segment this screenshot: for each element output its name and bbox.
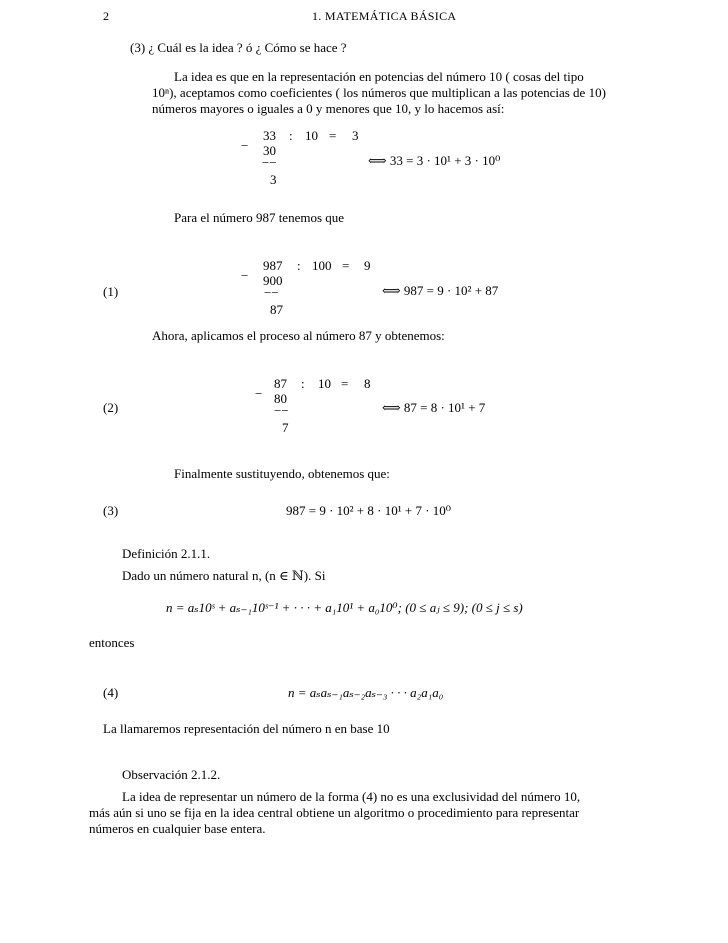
subtrahend: 900	[263, 273, 283, 288]
remainder: 7	[282, 420, 289, 435]
minus-sign: −	[241, 138, 249, 153]
division-result: ⟺ 987 = 9 · 10² + 87	[382, 283, 499, 298]
equation-number: (1)	[103, 284, 119, 299]
equation-number: (4)	[103, 685, 119, 700]
entonces-text: entonces	[89, 635, 135, 650]
divisor: 10	[305, 128, 318, 143]
page-number: 2	[103, 9, 109, 23]
equation-formula: n = aₛaₛ₋₁aₛ₋₂aₛ₋₃ · · · a₂a₁a₀	[288, 685, 444, 700]
observation-line: más aún si uno se fija en la idea central obtiene un algoritmo o procedimiento para representar	[89, 805, 580, 820]
rule-dash: −−	[262, 155, 277, 170]
quotient: 8	[364, 376, 371, 391]
paragraph-line: La idea es que en la representación en potencias del número 10 ( cosas del tipo	[174, 69, 584, 84]
remainder: 3	[270, 172, 277, 187]
minus-sign: −	[255, 386, 263, 401]
definition-intro: Dado un número natural n, (n ∈ ℕ). Si	[122, 568, 326, 583]
equation-number: (2)	[103, 400, 119, 415]
paragraph-line: números mayores o iguales a 0 y menores que 10, y lo hacemos así:	[152, 101, 505, 116]
equals: =	[342, 258, 350, 273]
dividend: 33	[263, 128, 276, 143]
rule-dash: −−	[264, 285, 279, 300]
equals: =	[329, 128, 337, 143]
colon: :	[289, 128, 293, 143]
minus-sign: −	[241, 268, 249, 283]
quotient: 3	[352, 128, 359, 143]
equation-formula: 987 = 9 · 10² + 8 · 10¹ + 7 · 10⁰	[286, 503, 451, 518]
divisor: 10	[318, 376, 331, 391]
observation-line: La idea de representar un número de la forma (4) no es una exclusividad del número 10,	[122, 789, 581, 804]
equation-number: (3)	[103, 503, 119, 518]
observation-title: Observación 2.1.2.	[122, 767, 221, 782]
observation-line: números en cualquier base entera.	[89, 821, 266, 836]
rule-dash: −−	[274, 403, 289, 418]
division-result: ⟺ 87 = 8 · 10¹ + 7	[382, 400, 486, 415]
dividend: 87	[274, 376, 287, 391]
representation-text: La llamaremos representación del número n en base 10	[103, 721, 390, 736]
division-result: ⟺ 33 = 3 · 10¹ + 3 · 10⁰	[368, 153, 501, 168]
divisor: 100	[312, 258, 332, 273]
quotient: 9	[364, 258, 371, 273]
subtrahend: 80	[274, 391, 287, 406]
text-987: Para el número 987 tenemos que	[174, 210, 345, 225]
dividend: 987	[263, 258, 283, 273]
equals: =	[341, 376, 349, 391]
definition-title: Definición 2.1.1.	[122, 546, 211, 561]
text-ahora: Ahora, aplicamos el proceso al número 87 y obtenemos:	[152, 328, 445, 343]
text-final: Finalmente sustituyendo, obtenemos que:	[174, 466, 390, 481]
running-title: 1. MATEMÁTICA BÁSICA	[312, 9, 457, 23]
subtrahend: 30	[263, 143, 276, 158]
definition-formula: n = aₛ10ˢ + aₛ₋₁10ˢ⁻¹ + · · · + a₁10¹ + a₀10⁰; (0 ≤ aⱼ ≤ 9); (0 ≤ j ≤ s)	[166, 600, 523, 615]
paragraph-line: 10ⁿ), aceptamos como coeficientes ( los números que multiplican a las potencias de 10)	[152, 85, 606, 100]
question-label: (3) ¿ Cuál es la idea ? ó ¿ Cómo se hace ?	[130, 40, 347, 55]
colon: :	[297, 258, 301, 273]
colon: :	[301, 376, 305, 391]
remainder: 87	[270, 302, 283, 317]
